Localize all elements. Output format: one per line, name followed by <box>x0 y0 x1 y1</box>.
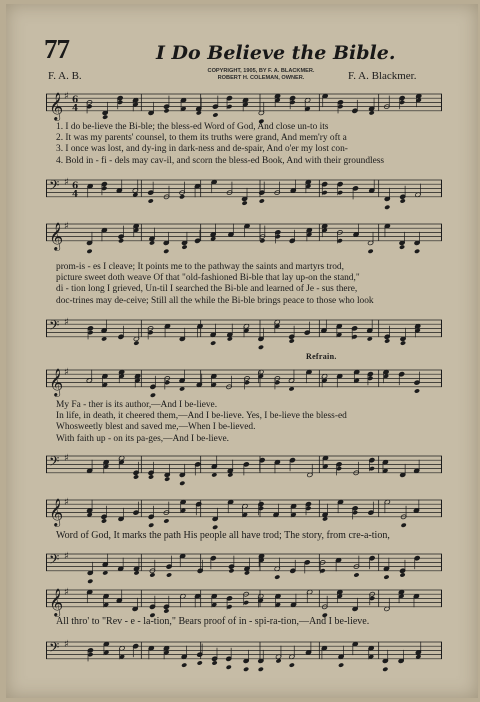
svg-text:𝄞: 𝄞 <box>49 497 64 526</box>
copyright-line-1: COPYRIGHT, 1905, BY F. A. BLACKMER. <box>207 68 315 74</box>
verse-line: prom-is - es I cleave; It points me to the pathway the saints and martyrs trod, <box>56 262 344 272</box>
refrain-line-2: All thro' to "Rev - e - la-tion," Bears proof of in - spi-ra-tion,—And I be-lieve. <box>56 616 370 627</box>
verse-line: 4. Bold in - fi - dels may cav-il, and scorn the bless-ed Book, And with their groundless <box>56 155 385 166</box>
verse-line: My Fa - ther is its author,—And I be-lieve. <box>56 400 218 410</box>
svg-text:♯: ♯ <box>64 587 69 599</box>
verse-line: 1. I do be-lieve the Bi-ble; the bless-ed Word of God, And close un-to its <box>56 122 329 132</box>
verse-line: picture sweet doth weave Of that "old-fashioned Bi-ble that lay up-on the stand," <box>56 273 360 284</box>
svg-text:𝄢: 𝄢 <box>49 317 60 337</box>
svg-text:♯: ♯ <box>64 497 69 509</box>
verse-block-2 <box>56 262 446 307</box>
refrain-label: Refrain. <box>306 352 337 361</box>
bass-staff-5 <box>46 632 442 674</box>
svg-text:♯: ♯ <box>64 551 69 563</box>
svg-text:𝄢: 𝄢 <box>49 551 60 571</box>
svg-text:𝄞: 𝄞 <box>49 587 64 616</box>
verse-line: doc-trines may de-ceive; Still all the while the Bi-ble brings peace to those who look <box>56 295 374 306</box>
verse-line: With faith up - on its pa-ges,—And I be-lieve. <box>56 433 230 444</box>
refrain-line-1: Word of God, It marks the path His people all have trod; The story, from cre-a-tion, <box>56 530 390 541</box>
svg-text:♯: ♯ <box>64 91 69 103</box>
verse-line: 3. I once was lost, and dy-ing in dark-ness and de-spair, And o'er my lost con- <box>56 144 348 155</box>
treble-staff-2 <box>46 214 442 258</box>
svg-text:4: 4 <box>72 103 79 114</box>
svg-text:♯: ♯ <box>64 221 69 233</box>
hymn-title: I Do Believe the Bible. <box>156 42 396 64</box>
svg-text:6: 6 <box>72 95 79 106</box>
bass-staff-4 <box>46 544 442 584</box>
bass-staff-2 <box>46 310 442 350</box>
verse-block-3 <box>56 400 446 445</box>
svg-text:4: 4 <box>72 189 79 200</box>
lyricist-credit: F. A. B. <box>48 70 82 82</box>
verse-line: di - tion long I grieved, Un-til I searched the Bi-ble and learned of Je - sus there, <box>56 284 358 295</box>
svg-text:𝄢: 𝄢 <box>49 453 60 473</box>
svg-text:𝄢: 𝄢 <box>49 177 60 197</box>
verse-block-1 <box>56 122 446 167</box>
treble-staff-4 <box>46 490 442 532</box>
bass-staff-3 <box>46 446 442 486</box>
hymn-page <box>6 4 478 698</box>
composer-credit: F. A. Blackmer. <box>348 70 417 82</box>
verse-line: 2. It was my parents' counsel, to them its truths were grand, And mem'ry oft a <box>56 133 347 144</box>
treble-staff-1 <box>46 84 442 124</box>
hymn-number: 77 <box>44 34 69 64</box>
copyright-notice <box>166 68 356 82</box>
bass-staff-1 <box>46 170 442 214</box>
svg-text:♯: ♯ <box>64 453 69 465</box>
copyright-line-2: ROBERT H. COLEMAN, OWNER. <box>217 75 305 81</box>
svg-text:𝄞: 𝄞 <box>49 367 64 396</box>
svg-text:♯: ♯ <box>64 177 69 189</box>
svg-text:𝄢: 𝄢 <box>49 639 60 659</box>
svg-text:♯: ♯ <box>64 367 69 379</box>
verse-line: Whosweetly blest and saved me,—When I be-lieved. <box>56 422 256 433</box>
verse-line: In life, in death, it cheered them,—And I be-lieve. Yes, I be-lieve the bless-ed <box>56 411 347 422</box>
svg-text:𝄞: 𝄞 <box>49 91 64 120</box>
svg-text:6: 6 <box>72 181 79 192</box>
treble-staff-3 <box>46 360 442 402</box>
svg-text:♯: ♯ <box>64 317 69 329</box>
svg-text:♯: ♯ <box>64 639 69 651</box>
svg-text:𝄞: 𝄞 <box>49 221 64 250</box>
